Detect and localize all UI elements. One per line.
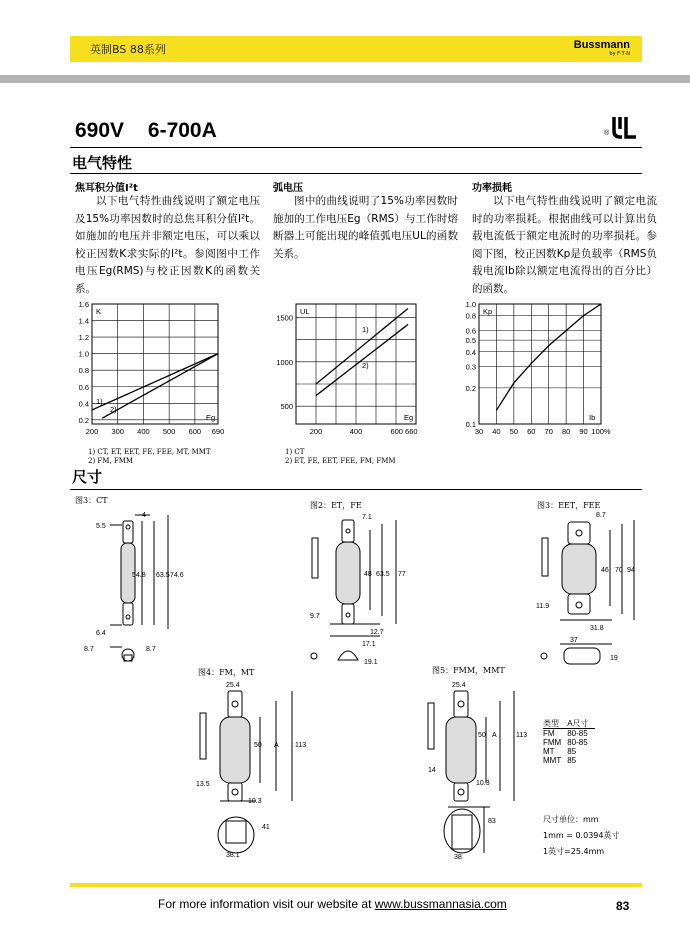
y-axis-label: K [96,307,102,316]
y-tick-label: 0.4 [78,399,89,409]
y-tick-label: 0.5 [465,336,476,346]
note-line: 2) FM, FMM [88,457,134,465]
y-tick-label: 1.6 [78,300,89,309]
table-row [543,729,595,738]
x-tick-label: 400 [349,427,363,436]
y-tick-label: 1.0 [465,300,476,309]
table-cell: MMT [543,756,562,765]
plot-frame [479,304,601,424]
dim-label: 37 [570,637,578,644]
dim-label: 25.4 [226,682,240,689]
dim-label: 17.1 [362,641,376,648]
table-header: A尺寸 [567,719,594,729]
x-tick-label: 200 [309,427,323,436]
dim-label: 11.9 [536,603,550,610]
section-rule [70,173,642,174]
table-cell: MT [543,747,555,756]
y-tick-label: 1.0 [78,349,89,359]
dim-label: 46 [601,567,609,574]
section-dimensions: 尺寸 [72,468,103,486]
title-current: 6-700A [147,119,217,142]
section-electrical: 电气特性 [72,154,133,172]
dim-label: 9.7 [310,613,320,620]
dim-label: 31.8 [590,625,604,632]
dim-label: 77 [398,571,406,578]
y-tick-label: 1.4 [78,316,89,326]
figure-label-eet-fee: 图3：EET，FEE [537,501,601,510]
note-line: 2) ET, FE, EET, FEE, FM, FMM [285,457,396,465]
table-row [543,756,595,765]
y-tick-label: 0.2 [465,383,476,393]
x-tick-label: 30 [474,427,484,436]
series-title: 英制BS 88系列 [90,43,166,56]
dim-label: 48 [364,571,372,578]
y-tick-label: 0.6 [78,382,89,392]
x-tick-label: 500 [162,427,176,436]
dim-label: 13.5 [196,781,210,788]
figure-label-fmm-mmt: 图5：FMM，MMT [432,666,505,675]
y-tick-label: 0.3 [465,362,476,372]
y-axis-label: Kp [483,307,493,316]
dim-label: 113 [516,732,528,739]
series-line [316,324,408,395]
table-row [543,747,595,756]
dim-label: 41 [262,824,270,831]
dim-label: 4 [142,512,146,519]
table-cell: FMM [543,738,562,747]
a-dimension-table [543,719,595,765]
table-header: 类型 [543,719,567,729]
y-tick-label: 0.8 [465,311,476,321]
figure-label-ct: 图3：CT [75,496,108,505]
series-line [316,308,408,384]
dim-label: 54.8 [132,572,146,579]
column-heading-power-loss: 功率损耗 [472,183,512,194]
dim-label: 19.1 [364,659,378,666]
dim-label: 8.7 [596,512,606,519]
dim-label: 25.4 [452,682,466,689]
table-cell: 85 [567,756,577,765]
table-cell: FM [543,729,555,738]
unit-line: 尺寸单位：mm [543,815,599,824]
series-label: 1) [362,325,369,334]
series-line [92,354,218,410]
footer-text [158,897,507,911]
brand-logo [574,39,630,57]
title-voltage: 690V [75,119,125,142]
dim-label: 94 [627,567,635,574]
page-number: 83 [616,899,630,913]
svg-text:®: ® [604,130,610,137]
x-tick-label: 600 [188,427,202,436]
dim-label: 10.3 [248,798,262,805]
table-cell: 85 [567,747,577,756]
x-axis-label: Eg [404,413,414,422]
dim-label: 12.7 [370,629,384,636]
dim-label: 74.6 [170,572,184,579]
dim-label: 19 [610,655,618,662]
footer-bar [70,883,642,887]
y-tick-label: 0.8 [78,366,89,376]
unit-notes [543,812,619,860]
dim-label: 10.3 [476,780,490,787]
chart-correction-factor-k [66,298,236,443]
footer-label: For more information visit our website at [158,897,375,911]
figure-label-fm-mt: 图4：FM，MT [198,668,255,677]
table-cell: 80-85 [567,738,588,747]
dim-label: 113 [295,742,307,749]
x-tick-label: 600 660 [390,427,418,436]
unit-line: 1mm = 0.0394英寸 [543,831,620,840]
x-tick-label: 400 [137,427,150,436]
figure-fmm-mmt-drawing [420,677,535,862]
y-tick-label: 1500 [276,313,293,323]
dim-label: 8.7 [146,646,156,653]
page-title [75,119,235,143]
x-tick-label: 70 [544,427,553,436]
dim-label: 14 [428,767,436,774]
x-tick-label: 60 [527,427,536,436]
table-row [543,738,595,747]
brand-name: Bussmann [573,39,630,51]
dim-label: 8.7 [84,646,94,653]
unit-line: 1英寸=25.4mm [543,847,605,856]
x-tick-label: 300 [111,427,124,436]
column-heading-i2t: 焦耳积分值I²t [75,183,138,194]
y-tick-label: 0.6 [465,326,476,336]
y-tick-label: 1000 [276,357,293,367]
y-tick-label: 1.2 [78,333,89,343]
x-tick-label: 200 [85,427,99,436]
y-tick-label: 500 [280,402,293,412]
brand-sub: by F·T·N [609,51,630,57]
dim-label: 63.5 [156,572,170,579]
chart-notes-arc [285,448,396,466]
dim-label: 50 [254,742,262,749]
figure-et-fe-drawing [300,510,415,670]
figure-eet-fee-drawing [530,510,645,670]
x-tick-label: 690 [211,427,225,436]
series-label: 1) [96,397,103,406]
dim-label: 50 [478,732,486,739]
dim-label: 38.1 [226,852,240,859]
dim-label: 5.5 [96,523,106,530]
chart-power-loss-factor [455,298,625,443]
x-tick-label: 40 [492,427,501,436]
x-tick-label: 50 [509,427,519,436]
ul-certification-icon [604,115,644,143]
dim-label: A [492,732,497,739]
y-axis-label: UL [300,307,310,316]
dim-label: A [274,742,279,749]
dim-label: 83 [488,818,496,825]
note-line: 1) CT [285,448,305,456]
y-tick-label: 0.4 [465,347,476,357]
series-label: 2) [362,361,369,370]
series-label: 2) [110,405,117,414]
x-axis-label: Ib [589,413,596,422]
dim-label: 6.4 [96,630,106,637]
dim-label: 70 [615,567,623,574]
note-line: 1) CT, ET, EET, FE, FEE, MT, MMT [88,448,211,456]
paragraph-arc-voltage: 图中的曲线说明了15%功率因数时施加的工作电压Eg（RMS）与工作时熔断器上可能出现的峰值弧电压UL的函数关系。 [273,195,458,260]
x-axis-label: Eg [206,413,216,422]
paragraph-power-loss: 以下电气特性曲线说明了额定电流时的功率损耗。根据曲线可以计算出负载电流低于额定电流时的功率损耗。参阅下图，校正因数Kp是负载率（RMS负载电流Ib除以额定电流得出的百分比）的函数。 [472,195,657,295]
figure-fm-mt-drawing [190,677,315,862]
x-tick-label: 90 [579,427,588,436]
header-divider [0,75,690,83]
table-cell: 80-85 [567,729,588,738]
paragraph-i2t: 以下电气特性曲线说明了额定电压及15%功率因数时的总焦耳积分值I²t。如施加的电压并非额定电压，可以乘以校正因数K求实际的I²t。参阅图中工作电压Eg(RMS)与校正因数K的函数关系。 [75,195,260,295]
figure-label-et-fe: 图2：ET，FE [310,501,362,510]
title-rule [70,147,642,148]
column-heading-arc-voltage: 弧电压 [273,183,303,194]
website-link[interactable]: www.bussmannasia.com [374,897,507,911]
dim-label: 63.5 [376,571,390,578]
y-tick-label: 0.1 [465,420,476,429]
series-line [102,354,218,419]
figure-ct-drawing [80,505,195,670]
x-tick-label: 100% [591,427,611,436]
chart-arc-voltage [262,298,442,443]
dim-label: 7.1 [362,514,372,521]
section-rule [70,489,642,490]
x-tick-label: 80 [561,427,571,436]
chart-notes-i2t [88,448,211,466]
y-tick-label: 0.2 [78,415,89,425]
dim-label: 38 [454,854,462,861]
